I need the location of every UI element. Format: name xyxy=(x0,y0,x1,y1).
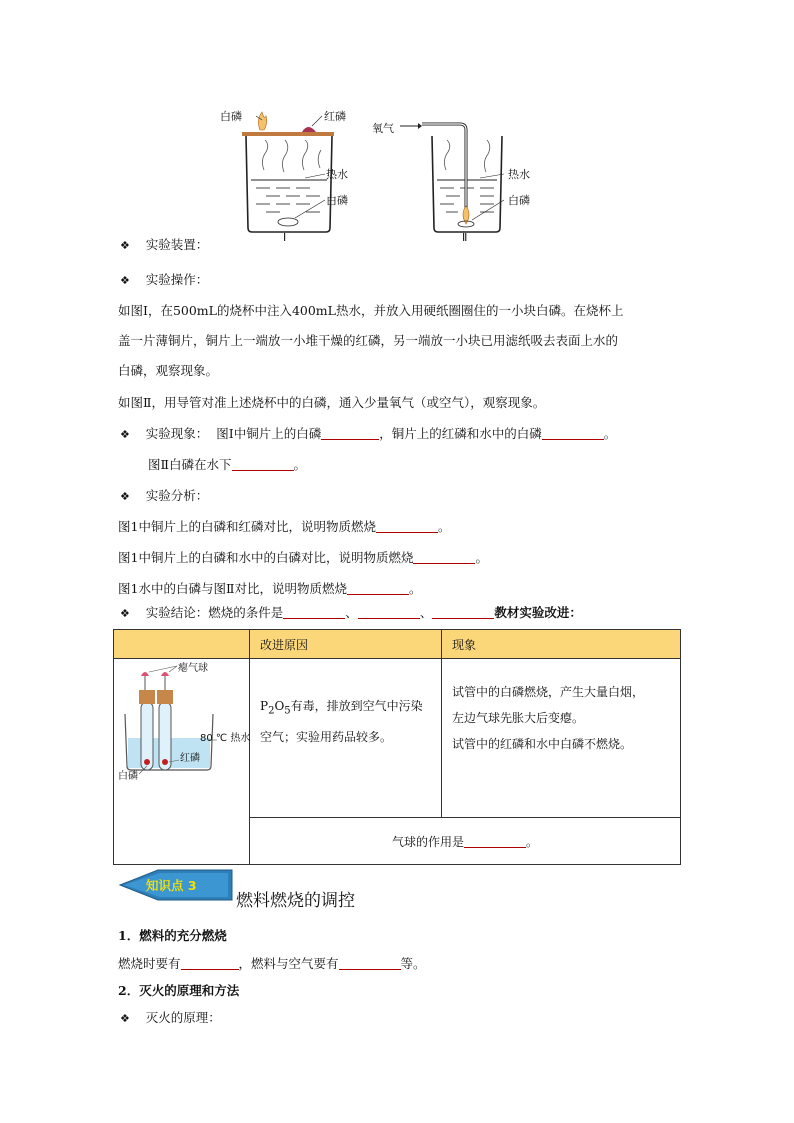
phenomena-line xyxy=(120,424,616,442)
reason-sub: 5 xyxy=(284,705,291,717)
label-red-phosphorus: 红磷 xyxy=(324,110,346,123)
analysis-1-text: 图1中铜片上的白磷和红磷对比，说明物质燃烧 xyxy=(118,519,376,534)
red-phosphorus-label: 红磷 xyxy=(180,753,200,764)
knowledge-title: 燃料燃烧的调控 xyxy=(236,891,355,911)
label-roman-2: Ⅱ xyxy=(462,231,468,244)
header-empty xyxy=(114,630,250,659)
balloon-function-text: 气球的作用是 xyxy=(391,834,464,849)
operation-line xyxy=(120,270,208,288)
answer-blank[interactable] xyxy=(413,551,475,564)
label-white-phosphorus-2: 白磷 xyxy=(508,194,530,207)
bullet-icon: ❖ xyxy=(120,239,130,252)
analysis-1 xyxy=(118,517,450,535)
header-reason: 改进原因 xyxy=(250,630,442,659)
hot-water-label: 80 ℃ 热水 xyxy=(200,733,251,744)
separator: 、 xyxy=(345,605,358,620)
reason-formula-o: O xyxy=(274,699,285,713)
white-phosphorus-label: 白磷 xyxy=(118,771,138,782)
phenomenon-cell xyxy=(442,659,681,818)
balloon-function-cell xyxy=(250,818,681,865)
answer-blank[interactable] xyxy=(432,606,494,619)
phenomenon-line-3: 试管中的红磷和水中白磷不燃烧。 xyxy=(452,737,633,751)
reason-cell xyxy=(250,659,442,818)
analysis-line xyxy=(120,486,208,504)
section-2-heading: 2．灭火的原理和方法 xyxy=(118,983,240,998)
operation-text-2: 盖一片薄铜片，铜片上一端放一小堆干燥的红磷，另一端放一小块已用滤纸吸去表面上水的 xyxy=(118,333,619,348)
section-1-text xyxy=(118,954,426,972)
section-1-a: 燃烧时要有 xyxy=(118,956,181,971)
reason-sub: 2 xyxy=(268,705,275,717)
phenomena-line2b: 。 xyxy=(293,457,307,472)
label-hot-water-1: 热水 xyxy=(326,168,348,181)
phenomenon-line-1: 试管中的白磷燃烧，产生大量白烟， xyxy=(452,685,645,699)
reason-line-2: 空气；实验用药品较多。 xyxy=(260,730,393,745)
table-header-row xyxy=(114,630,681,659)
section-1-b: ，燃料与空气要有 xyxy=(238,956,339,971)
answer-blank[interactable] xyxy=(283,606,345,619)
phenomena-line2a: 图Ⅱ白磷在水下 xyxy=(148,457,232,472)
section-1-heading: 1．燃料的充分燃烧 xyxy=(118,928,227,943)
bullet-icon: ❖ xyxy=(120,607,130,620)
analysis-3 xyxy=(118,579,421,597)
answer-blank[interactable] xyxy=(376,520,438,533)
test-tube-apparatus-image xyxy=(115,662,239,782)
phenomena-part3: 。 xyxy=(603,426,617,441)
bullet-icon: ❖ xyxy=(120,1012,130,1025)
table-row xyxy=(114,659,681,818)
phenomenon-line-2: 左边气球先胀大后变瘪。 xyxy=(452,711,585,725)
bullet-icon: ❖ xyxy=(120,490,130,503)
analysis-1-end: 。 xyxy=(437,519,451,534)
answer-blank[interactable] xyxy=(181,957,239,970)
phenomena-label: 实验现象： xyxy=(145,426,209,441)
answer-blank[interactable] xyxy=(232,458,294,471)
label-roman-1: Ⅰ xyxy=(283,231,287,244)
reason-formula-p: P xyxy=(260,699,269,713)
answer-blank[interactable] xyxy=(464,835,526,848)
operation-text-4: 如图Ⅱ，用导管对准上述烧杯中的白磷，通入少量氧气（或空气），观察现象。 xyxy=(118,395,546,410)
apparatus-image-cell xyxy=(114,659,250,865)
analysis-3-end: 。 xyxy=(408,581,422,596)
apparatus-line xyxy=(120,235,208,253)
bullet-icon: ❖ xyxy=(120,428,130,441)
fire-principle-line xyxy=(120,1008,221,1026)
answer-blank[interactable] xyxy=(542,427,604,440)
analysis-2-text: 图1中铜片上的白磷和水中的白磷对比，说明物质燃烧 xyxy=(118,550,414,565)
apparatus-label: 实验装置： xyxy=(145,237,209,252)
beaker-2 xyxy=(400,123,504,232)
reason-line-1: 有毒，排放到空气中污染 xyxy=(290,699,423,713)
analysis-3-text: 图1水中的白磷与图Ⅱ对比，说明物质燃烧 xyxy=(118,581,347,596)
bullet-icon: ❖ xyxy=(120,274,130,287)
phenomena-part1: 图Ⅰ中铜片上的白磷 xyxy=(216,426,322,441)
phenomena-line-2 xyxy=(148,455,306,473)
analysis-label: 实验分析： xyxy=(145,488,209,503)
operation-text-1: 如图Ⅰ，在500mL的烧杯中注入400mL热水，并放入用硬纸圈圈住的一小块白磷。在烧杯上 xyxy=(118,303,624,318)
improvement-table xyxy=(113,629,681,865)
answer-blank[interactable] xyxy=(339,957,401,970)
beaker-1 xyxy=(242,112,334,232)
header-phenomenon: 现象 xyxy=(442,630,681,659)
phenomena-part2: ，铜片上的红磷和水中的白磷 xyxy=(379,426,542,441)
analysis-2-end: 。 xyxy=(475,550,488,565)
balloon-function-end: 。 xyxy=(526,834,539,849)
fire-principle-label: 灭火的原理： xyxy=(145,1010,221,1025)
conclusion-line xyxy=(120,603,582,621)
answer-blank[interactable] xyxy=(321,427,379,440)
analysis-2 xyxy=(118,548,488,566)
answer-blank[interactable] xyxy=(347,582,409,595)
label-oxygen: 氧气 xyxy=(372,122,394,135)
label-hot-water-2: 热水 xyxy=(508,168,530,181)
conclusion-label: 实验结论：燃烧的条件是 xyxy=(145,605,284,620)
separator: 、 xyxy=(419,605,433,620)
knowledge-badge-label: 知识点 3 xyxy=(146,878,197,893)
answer-blank[interactable] xyxy=(358,606,420,619)
operation-text-3: 白磷，观察现象。 xyxy=(118,363,219,378)
balloon-label: 瘪气球 xyxy=(178,663,208,674)
label-white-phosphorus-top: 白磷 xyxy=(220,110,242,123)
section-1-c: 等。 xyxy=(400,956,426,971)
label-white-phosphorus-1: 白磷 xyxy=(326,194,348,207)
improvement-label: 教材实验改进： xyxy=(494,605,582,620)
operation-label: 实验操作： xyxy=(145,272,209,287)
